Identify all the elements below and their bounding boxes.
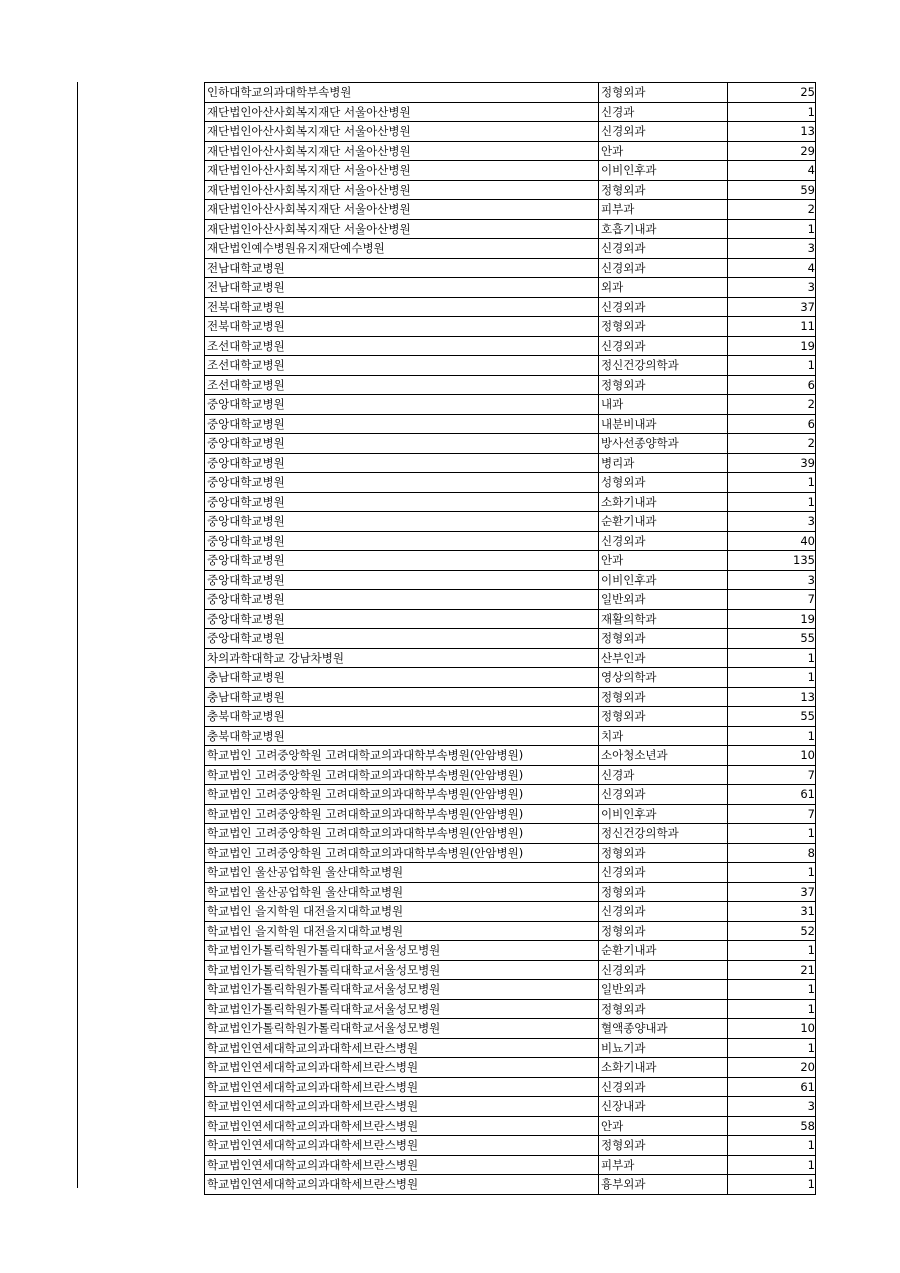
department-cell: 신경외과 [599,863,728,883]
count-cell: 37 [728,297,816,317]
count-cell: 2 [728,395,816,415]
count-cell: 1 [728,980,816,1000]
department-cell: 영상의학과 [599,668,728,688]
table-row [205,1155,816,1175]
department-cell: 이비인후과 [599,804,728,824]
hospital-name-cell: 중앙대학교병원 [205,629,599,649]
department-cell: 정형외과 [599,921,728,941]
count-cell: 7 [728,765,816,785]
hospital-name-cell: 중앙대학교병원 [205,551,599,571]
hospital-name-cell: 학교법인 울산공업학원 울산대학교병원 [205,882,599,902]
count-cell: 1 [728,219,816,239]
count-cell: 4 [728,258,816,278]
department-cell: 정형외과 [599,83,728,103]
hospital-name-cell: 학교법인연세대학교의과대학세브란스병원 [205,1116,599,1136]
hospital-name-cell: 중앙대학교병원 [205,512,599,532]
table-row [205,317,816,337]
department-cell: 정형외과 [599,1136,728,1156]
department-cell: 순환기내과 [599,941,728,961]
count-cell: 3 [728,570,816,590]
department-cell: 정형외과 [599,687,728,707]
hospital-name-cell: 재단법인예수병원유지재단예수병원 [205,239,599,259]
table-row [205,1038,816,1058]
count-cell: 19 [728,336,816,356]
table-body [205,83,816,1195]
hospital-name-cell: 학교법인 고려중앙학원 고려대학교의과대학부속병원(안암병원) [205,824,599,844]
hospital-name-cell: 충남대학교병원 [205,668,599,688]
department-cell: 정형외과 [599,180,728,200]
count-cell: 1 [728,473,816,493]
table-row [205,180,816,200]
hospital-name-cell: 학교법인연세대학교의과대학세브란스병원 [205,1058,599,1078]
hospital-name-cell: 학교법인연세대학교의과대학세브란스병원 [205,1175,599,1195]
table-row [205,609,816,629]
count-cell: 6 [728,414,816,434]
table-row [205,1175,816,1195]
count-cell: 59 [728,180,816,200]
hospital-name-cell: 전남대학교병원 [205,278,599,298]
table-row [205,1116,816,1136]
table-row [205,863,816,883]
hospital-name-cell: 학교법인가톨릭학원가톨릭대학교서울성모병원 [205,999,599,1019]
count-cell: 1 [728,1136,816,1156]
count-cell: 1 [728,863,816,883]
hospital-name-cell: 학교법인 을지학원 대전을지대학교병원 [205,902,599,922]
count-cell: 2 [728,200,816,220]
hospital-name-cell: 재단법인아산사회복지재단 서울아산병원 [205,200,599,220]
department-cell: 정신건강의학과 [599,356,728,376]
hospital-name-cell: 학교법인 고려중앙학원 고려대학교의과대학부속병원(안암병원) [205,785,599,805]
count-cell: 3 [728,1097,816,1117]
count-cell: 7 [728,590,816,610]
table-row [205,453,816,473]
count-cell: 25 [728,83,816,103]
department-cell: 정형외과 [599,317,728,337]
department-cell: 순환기내과 [599,512,728,532]
table-row [205,512,816,532]
hospital-name-cell: 학교법인연세대학교의과대학세브란스병원 [205,1097,599,1117]
department-cell: 병리과 [599,453,728,473]
department-cell: 신경과 [599,765,728,785]
hospital-name-cell: 재단법인아산사회복지재단 서울아산병원 [205,102,599,122]
table-row [205,960,816,980]
table-row [205,902,816,922]
count-cell: 3 [728,278,816,298]
hospital-name-cell: 학교법인가톨릭학원가톨릭대학교서울성모병원 [205,980,599,1000]
table-row [205,551,816,571]
count-cell: 10 [728,1019,816,1039]
department-cell: 신경외과 [599,785,728,805]
count-cell: 29 [728,141,816,161]
table-row [205,83,816,103]
department-cell: 신경외과 [599,297,728,317]
table-row [205,473,816,493]
hospital-name-cell: 재단법인아산사회복지재단 서울아산병원 [205,161,599,181]
table-row [205,258,816,278]
hospital-name-cell: 학교법인 고려중앙학원 고려대학교의과대학부속병원(안암병원) [205,765,599,785]
department-cell: 일반외과 [599,590,728,610]
hospital-name-cell: 중앙대학교병원 [205,434,599,454]
department-cell: 정형외과 [599,843,728,863]
table-row [205,941,816,961]
count-cell: 1 [728,941,816,961]
table-row [205,434,816,454]
department-cell: 피부과 [599,200,728,220]
count-cell: 55 [728,629,816,649]
table-row [205,746,816,766]
table-row [205,648,816,668]
department-cell: 신경외과 [599,960,728,980]
department-cell: 방사선종양학과 [599,434,728,454]
table-row [205,980,816,1000]
hospital-name-cell: 학교법인가톨릭학원가톨릭대학교서울성모병원 [205,1019,599,1039]
count-cell: 20 [728,1058,816,1078]
department-cell: 정형외과 [599,882,728,902]
department-cell: 정형외과 [599,375,728,395]
table-row [205,200,816,220]
table-row [205,1019,816,1039]
hospital-name-cell: 중앙대학교병원 [205,609,599,629]
count-cell: 7 [728,804,816,824]
department-cell: 비뇨기과 [599,1038,728,1058]
table-row [205,1136,816,1156]
table-row [205,336,816,356]
hospital-name-cell: 전남대학교병원 [205,258,599,278]
hospital-name-cell: 재단법인아산사회복지재단 서울아산병원 [205,122,599,142]
count-cell: 55 [728,707,816,727]
hospital-name-cell: 학교법인 고려중앙학원 고려대학교의과대학부속병원(안암병원) [205,804,599,824]
table-row [205,141,816,161]
count-cell: 1 [728,492,816,512]
hospital-name-cell: 학교법인연세대학교의과대학세브란스병원 [205,1038,599,1058]
hospital-name-cell: 충북대학교병원 [205,726,599,746]
count-cell: 21 [728,960,816,980]
department-cell: 신경과 [599,102,728,122]
hospital-name-cell: 학교법인 을지학원 대전을지대학교병원 [205,921,599,941]
count-cell: 1 [728,999,816,1019]
department-cell: 정형외과 [599,629,728,649]
department-cell: 정형외과 [599,999,728,1019]
table-row [205,843,816,863]
count-cell: 1 [728,824,816,844]
department-cell: 피부과 [599,1155,728,1175]
table-row [205,687,816,707]
hospital-name-cell: 중앙대학교병원 [205,590,599,610]
hospital-name-cell: 전북대학교병원 [205,297,599,317]
hospital-name-cell: 충북대학교병원 [205,707,599,727]
table-row [205,629,816,649]
department-cell: 신경외과 [599,239,728,259]
table-row [205,1077,816,1097]
count-cell: 13 [728,122,816,142]
count-cell: 31 [728,902,816,922]
hospital-name-cell: 차의과학대학교 강남차병원 [205,648,599,668]
department-cell: 외과 [599,278,728,298]
table-row [205,765,816,785]
hospital-name-cell: 중앙대학교병원 [205,395,599,415]
department-cell: 신경외과 [599,531,728,551]
hospital-name-cell: 학교법인연세대학교의과대학세브란스병원 [205,1155,599,1175]
table-row [205,297,816,317]
table-row [205,999,816,1019]
table-row [205,356,816,376]
department-cell: 소화기내과 [599,492,728,512]
hospital-name-cell: 학교법인 고려중앙학원 고려대학교의과대학부속병원(안암병원) [205,746,599,766]
department-cell: 신경외과 [599,258,728,278]
table-row [205,590,816,610]
count-cell: 61 [728,1077,816,1097]
count-cell: 6 [728,375,816,395]
department-cell: 안과 [599,1116,728,1136]
department-cell: 정형외과 [599,707,728,727]
department-cell: 성형외과 [599,473,728,493]
department-cell: 혈액종양내과 [599,1019,728,1039]
table-row [205,531,816,551]
department-cell: 흉부외과 [599,1175,728,1195]
table-row [205,824,816,844]
count-cell: 39 [728,453,816,473]
department-cell: 일반외과 [599,980,728,1000]
count-cell: 1 [728,1155,816,1175]
table-row [205,278,816,298]
department-cell: 안과 [599,141,728,161]
hospital-name-cell: 학교법인가톨릭학원가톨릭대학교서울성모병원 [205,941,599,961]
count-cell: 8 [728,843,816,863]
count-cell: 1 [728,1038,816,1058]
department-cell: 재활의학과 [599,609,728,629]
table-row [205,492,816,512]
hospital-name-cell: 재단법인아산사회복지재단 서울아산병원 [205,180,599,200]
department-cell: 안과 [599,551,728,571]
hospital-name-cell: 중앙대학교병원 [205,473,599,493]
left-margin-rule [77,82,78,1188]
hospital-name-cell: 재단법인아산사회복지재단 서울아산병원 [205,141,599,161]
hospital-name-cell: 중앙대학교병원 [205,570,599,590]
count-cell: 37 [728,882,816,902]
department-cell: 정신건강의학과 [599,824,728,844]
table-row [205,219,816,239]
hospital-name-cell: 학교법인 울산공업학원 울산대학교병원 [205,863,599,883]
department-cell: 이비인후과 [599,570,728,590]
hospital-name-cell: 조선대학교병원 [205,336,599,356]
count-cell: 61 [728,785,816,805]
hospital-name-cell: 조선대학교병원 [205,375,599,395]
table-row [205,122,816,142]
table-row [205,804,816,824]
count-cell: 13 [728,687,816,707]
table-row [205,414,816,434]
department-cell: 신경외과 [599,336,728,356]
hospital-name-cell: 중앙대학교병원 [205,531,599,551]
department-cell: 신장내과 [599,1097,728,1117]
count-cell: 52 [728,921,816,941]
department-cell: 신경외과 [599,122,728,142]
department-cell: 이비인후과 [599,161,728,181]
hospital-name-cell: 학교법인연세대학교의과대학세브란스병원 [205,1077,599,1097]
count-cell: 1 [728,668,816,688]
department-cell: 소아청소년과 [599,746,728,766]
count-cell: 1 [728,648,816,668]
count-cell: 1 [728,102,816,122]
hospital-name-cell: 조선대학교병원 [205,356,599,376]
table-row [205,668,816,688]
hospital-name-cell: 전북대학교병원 [205,317,599,337]
department-cell: 신경외과 [599,902,728,922]
table-row [205,395,816,415]
table-row [205,375,816,395]
department-cell: 신경외과 [599,1077,728,1097]
hospital-name-cell: 중앙대학교병원 [205,414,599,434]
table-row [205,570,816,590]
count-cell: 135 [728,551,816,571]
count-cell: 10 [728,746,816,766]
hospital-name-cell: 충남대학교병원 [205,687,599,707]
table-row [205,1058,816,1078]
table-row [205,102,816,122]
count-cell: 3 [728,512,816,532]
count-cell: 4 [728,161,816,181]
hospital-name-cell: 학교법인 고려중앙학원 고려대학교의과대학부속병원(안암병원) [205,843,599,863]
table-row [205,882,816,902]
department-cell: 내과 [599,395,728,415]
hospital-name-cell: 중앙대학교병원 [205,453,599,473]
count-cell: 3 [728,239,816,259]
count-cell: 1 [728,1175,816,1195]
department-cell: 산부인과 [599,648,728,668]
count-cell: 1 [728,356,816,376]
count-cell: 58 [728,1116,816,1136]
count-cell: 11 [728,317,816,337]
count-cell: 19 [728,609,816,629]
table-row [205,1097,816,1117]
hospital-name-cell: 중앙대학교병원 [205,492,599,512]
department-cell: 내분비내과 [599,414,728,434]
department-cell: 소화기내과 [599,1058,728,1078]
count-cell: 1 [728,726,816,746]
table-row [205,239,816,259]
hospital-department-table [204,82,816,1195]
department-cell: 치과 [599,726,728,746]
count-cell: 2 [728,434,816,454]
table-row [205,161,816,181]
hospital-name-cell: 학교법인연세대학교의과대학세브란스병원 [205,1136,599,1156]
table-row [205,785,816,805]
hospital-name-cell: 재단법인아산사회복지재단 서울아산병원 [205,219,599,239]
table-row [205,921,816,941]
count-cell: 40 [728,531,816,551]
hospital-name-cell: 학교법인가톨릭학원가톨릭대학교서울성모병원 [205,960,599,980]
hospital-name-cell: 인하대학교의과대학부속병원 [205,83,599,103]
table-row [205,707,816,727]
department-cell: 호흡기내과 [599,219,728,239]
table-row [205,726,816,746]
